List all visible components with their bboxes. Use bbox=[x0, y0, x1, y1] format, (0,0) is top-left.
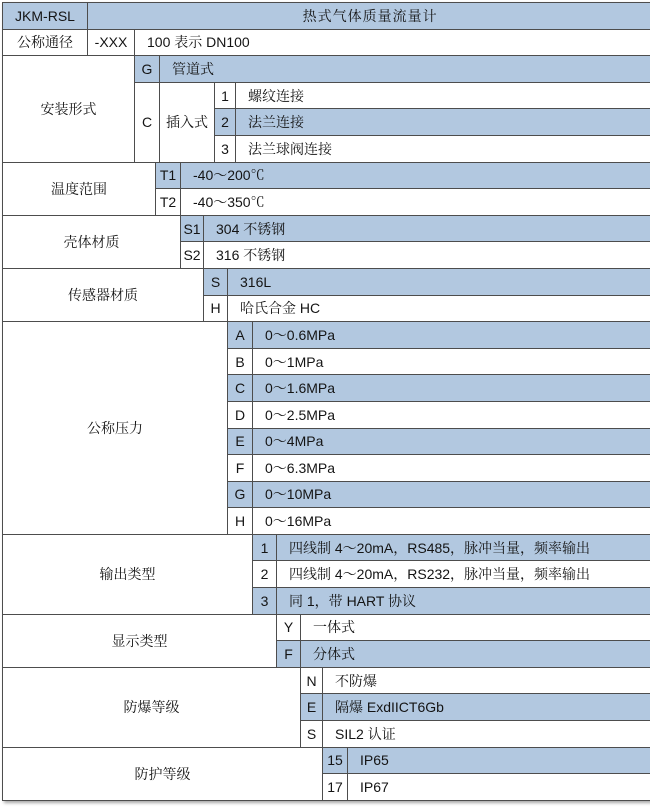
option-desc: 316L bbox=[228, 268, 650, 295]
option-desc: IP65 bbox=[348, 747, 650, 774]
option-code: 1 bbox=[253, 534, 277, 561]
section-label-pressure: 公称压力 bbox=[3, 322, 228, 535]
option-code: 15 bbox=[323, 747, 348, 774]
model-selection-table bbox=[2, 2, 650, 801]
option-code: 2 bbox=[253, 561, 277, 588]
option-code: B bbox=[228, 348, 253, 375]
option-desc: 0～2.5MPa bbox=[253, 401, 650, 428]
section-label-temperature: 温度范围 bbox=[3, 162, 156, 215]
option-code: S1 bbox=[181, 215, 204, 242]
option-desc: 不防爆 bbox=[323, 667, 650, 694]
option-code: Y bbox=[277, 614, 301, 641]
option-code: T1 bbox=[156, 162, 181, 189]
section-label-diameter: 公称通径 bbox=[3, 29, 88, 56]
section-label-housing: 壳体材质 bbox=[3, 215, 181, 268]
option-code: 3 bbox=[215, 135, 236, 162]
option-desc: 0～16MPa bbox=[253, 508, 650, 535]
option-desc: 四线制 4～20mA，RS485，脉冲当量，频率输出 bbox=[277, 534, 650, 561]
option-code: 2 bbox=[215, 109, 236, 136]
section-label-display: 显示类型 bbox=[3, 614, 277, 667]
section-label-explosion: 防爆等级 bbox=[3, 667, 301, 747]
option-desc: 同 1，带 HART 协议 bbox=[277, 588, 650, 615]
option-code: F bbox=[228, 455, 253, 482]
install-insertion-label: 插入式 bbox=[160, 82, 215, 162]
option-desc: 法兰球阀连接 bbox=[236, 135, 650, 162]
option-code: H bbox=[228, 508, 253, 535]
option-desc: 哈氏合金 HC bbox=[228, 295, 650, 322]
option-code: S bbox=[204, 268, 228, 295]
install-pipeline-desc: 管道式 bbox=[160, 56, 650, 83]
option-desc: -40～350℃ bbox=[181, 189, 650, 216]
option-code: C bbox=[228, 375, 253, 402]
option-desc: SIL2 认证 bbox=[323, 721, 650, 748]
option-desc: 一体式 bbox=[301, 614, 650, 641]
option-code: H bbox=[204, 295, 228, 322]
option-desc: 法兰连接 bbox=[236, 109, 650, 136]
option-code: N bbox=[301, 667, 323, 694]
option-desc: 0～6.3MPa bbox=[253, 455, 650, 482]
option-desc: IP67 bbox=[348, 774, 650, 801]
diameter-code: -XXX bbox=[88, 29, 135, 56]
option-code: G bbox=[228, 481, 253, 508]
section-label-output: 输出类型 bbox=[3, 534, 253, 614]
option-desc: 分体式 bbox=[301, 641, 650, 668]
section-label-install: 安装形式 bbox=[3, 56, 135, 162]
option-code: E bbox=[228, 428, 253, 455]
model-code-cell: JKM-RSL bbox=[3, 3, 88, 30]
option-desc: 0～1.6MPa bbox=[253, 375, 650, 402]
option-code: E bbox=[301, 694, 323, 721]
section-label-sensor: 传感器材质 bbox=[3, 268, 204, 321]
install-insertion-code: C bbox=[135, 82, 160, 162]
option-code: S bbox=[301, 721, 323, 748]
option-desc: 0～10MPa bbox=[253, 481, 650, 508]
option-code: 17 bbox=[323, 774, 348, 801]
option-code: 3 bbox=[253, 588, 277, 615]
option-desc: 0～1MPa bbox=[253, 348, 650, 375]
option-desc: 316 不锈钢 bbox=[204, 242, 650, 269]
option-code: F bbox=[277, 641, 301, 668]
option-desc: -40～200℃ bbox=[181, 162, 650, 189]
option-code: D bbox=[228, 401, 253, 428]
option-code: 1 bbox=[215, 82, 236, 109]
diameter-desc: 100 表示 DN100 bbox=[135, 29, 650, 56]
product-title: 热式气体质量流量计 bbox=[88, 3, 650, 30]
option-code: T2 bbox=[156, 189, 181, 216]
option-desc: 四线制 4～20mA，RS232，脉冲当量，频率输出 bbox=[277, 561, 650, 588]
option-code: S2 bbox=[181, 242, 204, 269]
option-code: A bbox=[228, 322, 253, 349]
option-desc: 0～4MPa bbox=[253, 428, 650, 455]
option-desc: 0～0.6MPa bbox=[253, 322, 650, 349]
option-desc: 隔爆 ExdIICT6Gb bbox=[323, 694, 650, 721]
section-label-protection: 防护等级 bbox=[3, 747, 323, 800]
option-desc: 304 不锈钢 bbox=[204, 215, 650, 242]
install-pipeline-code: G bbox=[135, 56, 160, 83]
option-desc: 螺纹连接 bbox=[236, 82, 650, 109]
